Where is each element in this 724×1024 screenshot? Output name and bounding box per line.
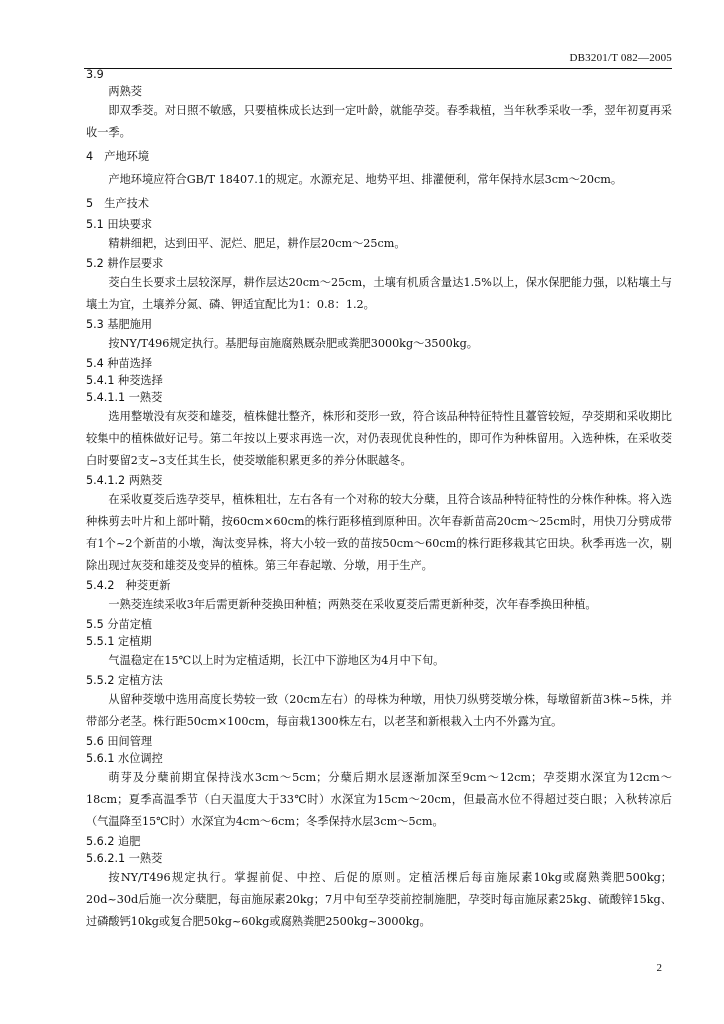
section-5-2-text: 茭白生长要求土层较深厚，耕作层达20cm～25cm，土壤有机质含量达1.5%以上，保水保肥能力强，以粘壤土与壤土为宜，土壤养分氮、磷、钾适宜配比为1：0.8：1.2。 [86,276,672,311]
section-3-9-number: 3.9 [86,68,104,81]
section-5-5-1-text: 气温稳定在15℃以上时为定植适期，长江中下游地区为4月中下旬。 [108,654,445,667]
section-5-heading: 5 生产技术 [86,197,150,210]
section-5-4-2-text: 一熟茭连续采收3年后需更新种茭换田种植；两熟茭在采收夏茭后需更新种茭，次年春季换田种植。 [108,598,597,611]
section-5-4-1-2-heading: 5.4.1.2 两熟茭 [86,474,163,487]
section-4-heading: 4 产地环境 [86,150,150,163]
section-5-4-1-2-text: 在采收夏茭后选孕茭早，植株粗壮，左右各有一个对称的较大分蘖，且符合该品种特征特性的分株作种株。将入选种株剪去叶片和上部叶鞘，按60cm×60cm的株行距移植到原种田。次年春新苗高20cm～25cm时，用快刀分劈成带有1个~2个新苗的小墩，淘汰变异株，将大小较一致的苗按50cm～60cm的株行距移栽其它田块。秋季再选一次，剔除出现过灰茭和雄茭及变异的植株。第三年春起墩、分墩，用于生产。 [86,493,672,572]
section-5-6-2-1-heading: 5.6.2.1 一熟茭 [86,852,163,865]
section-5-5-2-text: 从留种茭墩中选用高度长势较一致（20cm左右）的母株为种墩，用快刀纵劈茭墩分株，每墩留新苗3株~5株，并带部分老茎。株行距50cm×100cm，每亩栽1300株左右，以老茎和新根栽入土内不外露为宜。 [86,693,672,728]
section-5-5-heading: 5.5 分苗定植 [86,618,153,631]
section-3-9-text: 即双季茭。对日照不敏感，只要植株成长达到一定叶龄，就能孕茭。春季栽植，当年秋季采收一季，翌年初夏再采收一季。 [86,104,672,139]
section-5-1-heading: 5.1 田块要求 [86,218,153,231]
section-5-4-2-heading: 5.4.2 种茭更新 [86,579,171,592]
section-5-6-heading: 5.6 田间管理 [86,735,153,748]
section-3-9-term: 两熟茭 [108,85,142,98]
page-number: 2 [656,962,662,974]
section-5-3-text: 按NY/T496规定执行。基肥每亩施腐熟厩杂肥或粪肥3000kg～3500kg。 [108,337,478,350]
section-5-6-2-heading: 5.6.2 追肥 [86,835,141,848]
section-5-4-heading: 5.4 种苗选择 [86,357,153,370]
section-5-6-1-text: 萌芽及分蘖前期宜保持浅水3cm～5cm；分蘖后期水层逐渐加深至9cm～12cm；孕茭期水深宜为12cm～18cm；夏季高温季节（白天温度大于33℃时）水深宜为15cm～20cm，但最高水位不得超过茭白眼；入秋转凉后（气温降至15℃时）水深宜为4cm～6cm；冬季保持水层3cm～5cm。 [86,771,672,828]
section-5-3-heading: 5.3 基肥施用 [86,318,153,331]
section-5-6-1-heading: 5.6.1 水位调控 [86,752,163,765]
section-5-5-1-heading: 5.5.1 定植期 [86,635,152,648]
section-5-4-1-heading: 5.4.1 种茭选择 [86,374,163,387]
section-5-4-1-1-text: 选用整墩没有灰茭和雄茭，植株健壮整齐，株形和茭形一致，符合该品种特征特性且薹管较短，孕茭期和采收期比较集中的植株做好记号。第二年按以上要求再选一次，对仍表现优良种性的，即可作为种株留用。入选种株，在采收茭白时要留2支~3支任其生长，使茭墩能积累更多的养分休眠越冬。 [86,410,672,467]
section-4-text: 产地环境应符合GB/T 18407.1的规定。水源充足、地势平坦、排灌便利，常年保持水层3cm～20cm。 [108,173,623,186]
document-body [86,66,672,933]
section-5-5-2-heading: 5.5.2 定植方法 [86,674,163,687]
section-5-2-heading: 5.2 耕作层要求 [86,257,164,270]
document-code: DB3201/T 082—2005 [569,52,672,64]
section-5-4-1-1-heading: 5.4.1.1 一熟茭 [86,391,163,404]
section-5-6-2-1-text: 按NY/T496规定执行。掌握前促、中控、后促的原则。定植活棵后每亩施尿素10kg或腐熟粪肥500kg；20d~30d后施一次分蘖肥，每亩施尿素20kg；7月中旬至孕茭前控制施肥，孕茭时每亩施尿素25kg、硫酸锌15kg、过磷酸钙10kg或复合肥50kg~60kg或腐熟粪肥2500kg~3000kg。 [86,871,672,928]
section-5-1-text: 精耕细耙，达到田平、泥烂、肥足，耕作层20cm～25cm。 [108,237,406,250]
